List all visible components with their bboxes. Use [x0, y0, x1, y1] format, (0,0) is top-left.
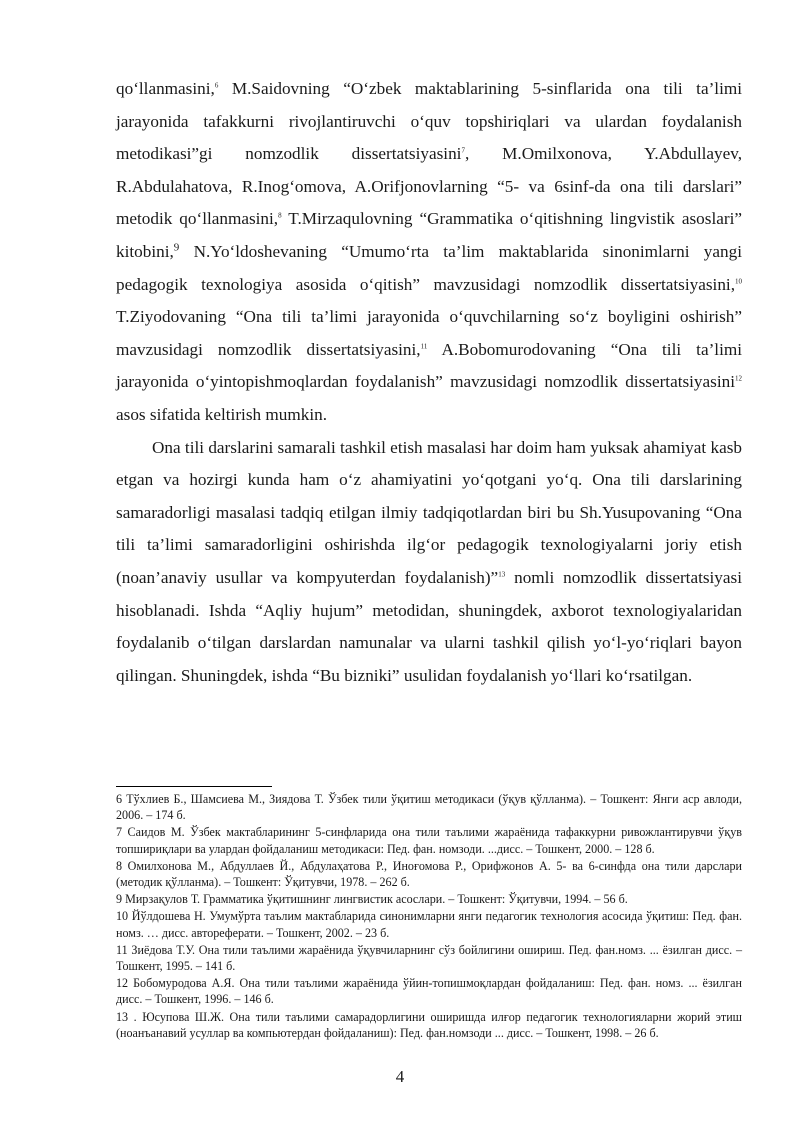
footnote-11: 11 Зиёдова Т.У. Она тили таълими жараёнида ўқувчиларнинг сўз бойлигини ошириш. Пед. фан.номз. ... ёзилган дисс. – Тошкент, 1995. – 141 б. [116, 942, 742, 974]
footnote-8: 8 Омилхонова М., Абдуллаев Й., Абдулаҳатова Р., Иноғомова Р., Орифжонов А. 5- ва 6-синфда она тили дарслари (методик қўлланма). – Тошкент: Ўқитувчи, 1978. – 262 б. [116, 858, 742, 890]
footnote-6: 6 Тўхлиев Б., Шамсиева М., Зиядова Т. Ўзбек тили ўқитиш методикаси (ўқув қўлланма). – Тошкент: Янги аср авлоди, 2006. – 174 б. [116, 792, 742, 823]
footnote-12: 12 Бобомуродова А.Я. Она тили таълими жараёнида ўйин-топишмоқлардан фойдаланиш: Пед. фан. номз. ... ёзилган дисс. – Тошкент, 1996. – 146 б. [116, 976, 742, 1007]
footnote-7: 7 Саидов М. Ўзбек мактабларининг 5-синфларида она тили таълими жараёнида тафаккурни ривожлантирувчи ўқув топшириқлари ва улардан фойдаланиш методикаси: Пед. фан. номзоди. ...дисс. – Тошкент, 2000. – 128 б. [116, 825, 742, 856]
main-text [116, 73, 742, 692]
footnotes [116, 791, 742, 1042]
footnote-ref-6[interactable]: 6 [214, 81, 219, 90]
text-span: T.Ziyodovaning “Ona tili ta’limi jarayonida o‘quvchilarning so‘z boyligini oshirish” mavzusidagi nomzodlik dissertatsiyasini, [116, 307, 742, 359]
footnote-10: 10 Йўлдошева Н. Умумўрта таълим мактабларида синонимларни янги педагогик технология асосида ўқитиш: Пед. фан. номз. … дисс. автореферати. – Тошкент, 2002. – 23 б. [116, 909, 742, 940]
text-span: A.Bobomurodovaning “Ona tili ta’limi jarayonida o‘yintopishmoqlardan foydalanish” mavzusidagi nomzodlik dissertatsiyasini [116, 339, 742, 392]
footnote-ref-12[interactable]: 12 [735, 374, 742, 383]
paragraph-1 [116, 73, 742, 432]
paragraph-2 [116, 432, 742, 693]
page-number: 4 [395, 1067, 405, 1086]
text-span: qo‘llanmasini, [116, 79, 215, 98]
text-span: asos sifatida keltirish mumkin. [116, 404, 328, 424]
text-span: nomli nomzodlik dissertatsiyasi hisoblanadi. Ishda “Aqliy hujum” metodidan, shuningdek, axborot texnologiyalaridan foydalanib o‘tilgan darslardan namunalar va ularni tashkil qilish yo‘l-yo‘riqlari bayon qilingan. Shuningdek, ishda “Bu bizniki” usulidan foydalanish yo‘llari ko‘rsatilgan. [116, 567, 742, 685]
footnote-ref-7[interactable]: 7 [461, 146, 465, 155]
footnote-ref-13[interactable]: 13 [498, 570, 506, 579]
text-span: T.Mirzaqulovning “Grammatika o‘qitishning lingvistik asoslari” kitobini, [116, 209, 742, 261]
text-span: N.Yo‘ldoshevaning “Umumo‘rta ta’lim maktablarida sinonimlarni yangi pedagogik texnologiya asosida o‘qitish” mavzusidagi nomzodlik dissertatsiyasini, [116, 241, 742, 294]
text-span: Ona tili darslarini samarali tashkil etish masalasi har doim ham yuksak ahamiyat kasb etgan va hozirgi kunda ham o‘z ahamiyatini yo‘qotgani yo‘q. Ona tili darslarining samaradorligi masalasi tadqiq etilgan ilmiy tadqiqotlardan biri bu Sh.Yusupovaning “Ona tili ta’limi samaradorligini oshirishda ilg‘or pedagogik texnologiyalarni joriy etish (noan’anaviy usullar va kompyuterdan foydalanish)” [116, 437, 742, 587]
footnote-ref-11[interactable]: 11 [420, 342, 428, 351]
footnote-9: 9 Мирзақулов Т. Грамматика ўқитишнинг лингвистик асослари. – Тошкент: Ўқитувчи, 1994. – 56 б. [116, 892, 628, 907]
text-span: , M.Omilxonova, Y.Abdullayev, R.Abdulahatova, R.Inog‘omova, A.Orifjonovlarning “5- va 6sinf-da ona tili darslari” metodik qo‘llanmasini, [116, 144, 742, 229]
footnote-separator [116, 786, 272, 787]
text-span: M.Saidovning “O‘zbek maktablarining 5-sinflarida ona tili ta’limi jarayonida tafakkurni rivojlantiruvchi o‘quv topshiriqlari va ulardan foydalanish metodikasi”gi nomzodlik dissertatsiyasini [116, 79, 742, 164]
footnote-ref-10[interactable]: 10 [735, 276, 742, 285]
footnote-ref-9[interactable]: 9 [173, 241, 180, 254]
footnote-ref-8[interactable]: 8 [278, 211, 282, 220]
footnote-13: 13 . Юсупова Ш.Ж. Она тили таълими самарадорлигини оширишда илғор педагогик технологияларни жорий этиш (ноанъанавий усуллар ва компьютердан фойдаланиш): Пед. фан.номзоди ... дисс. – Тошкент, 1998. – 26 б. [116, 1009, 742, 1040]
